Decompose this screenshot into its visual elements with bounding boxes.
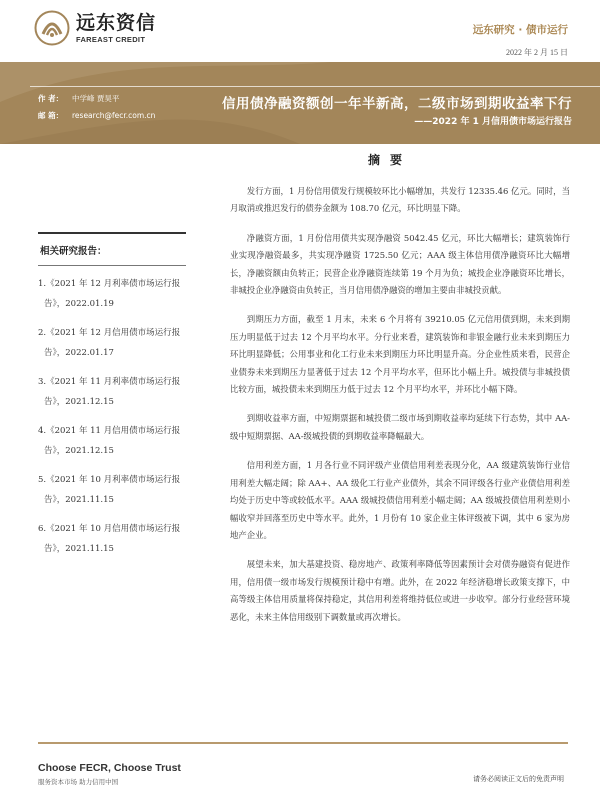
summary-paragraph-credit-spread: 信用利差方面，1 月各行业不同评级产业债信用利差表现分化，AA 级建筑装饰行业信用利差大幅走阔；除 AA+、AA 级化工行业产业债外，其余不同评级各行业产业债信用利差均处于历史中等或较低水平。AAA 级城投债信用利差小幅走阔；AA 级城投债信用利差则小幅收窄并回落至历史中等水平。此外，1 月份有 10 家企业主体评级被下调，其中 6 家为房地产企业。 — [230, 460, 570, 540]
section-tag: 远东研究 · 债市运行 — [472, 24, 568, 36]
related-report-item[interactable] — [38, 323, 186, 363]
logo-chinese-name: 远东资信 — [76, 11, 157, 34]
report-date-text: ，2022.01.17 — [56, 348, 114, 358]
company-logo — [34, 10, 156, 46]
summary-paragraph-outlook: 展望未来，加大基建投资、稳房地产、政策利率降低等因素预计会对债券融资有促进作用，信用债一级市场发行规模预计稳中有增。此外，在 2022 年经济稳增长政策支撑下，中高等级主体信用质量将保持稳定，其信用利差将维持低位或进一步收窄。部分行业经营环境恶化，未来主体信用级别下调数量或再次增长。 — [230, 559, 570, 622]
summary-body — [230, 183, 570, 638]
related-report-item[interactable] — [38, 470, 186, 510]
author-label: 作 者： — [38, 94, 64, 103]
related-report-item[interactable] — [38, 274, 186, 314]
email-row — [38, 110, 155, 121]
footer-rule — [38, 742, 568, 744]
report-title-text: 2.《2021 年 12 月信用债市场运行报告》 — [38, 328, 181, 358]
email-label: 邮 箱： — [38, 111, 64, 120]
sidebar-top-rule — [38, 232, 186, 234]
related-report-item[interactable] — [38, 421, 186, 461]
logo-english-name: FAREAST CREDIT — [76, 34, 146, 44]
page-footer — [0, 737, 600, 800]
sidebar-divider — [38, 265, 186, 266]
report-date-text: ，2021.11.15 — [56, 544, 114, 554]
report-title-text: 5.《2021 年 10 月利率债市场运行报告》 — [38, 475, 181, 505]
report-title: 信用债净融资额创一年半新高，二级市场到期收益率下行 — [222, 96, 572, 112]
summary-paragraph-maturity-pressure: 到期压力方面，截至 1 月末，未来 6 个月将有 39210.05 亿元信用债到期，未来到期压力明显低于过去 12 个月平均水平。分行业来看，建筑装饰和非银金融行业未来到期压力环比明显降低；公用事业和化工行业未来到期压力环比明显升高。分企业性质来看，民营企业债券未来到期压力显著低于过去 12 个月平均水平，但环比小幅上升。城投债与非城投债比较方面，城投债未来到期压力低于过去 12 个月平均水平，并环比小幅下降。 — [230, 314, 570, 395]
report-title-text: 1.《2021 年 12 月利率债市场运行报告》 — [38, 279, 181, 309]
page-header — [0, 0, 600, 62]
related-reports-title: 相关研究报告： — [40, 246, 107, 257]
related-report-item[interactable] — [38, 372, 186, 412]
fareast-logo-icon — [34, 10, 70, 46]
banner-divider — [30, 86, 600, 87]
report-date-text: ，2021.12.15 — [56, 397, 114, 407]
summary-paragraph-net-financing: 净融资方面，1 月份信用债共实现净融资 5042.45 亿元，环比大幅增长；建筑装饰行业实现净融资最多，共实现净融资 1725.50 亿元；AAA 级主体信用债净融资环比大幅增长，净融资额由负转正；民营企业净融资连续第 19 个月为负；城投企业净融资环比增长，非城投企业净融资由负转正，当月信用债净融资的增加主要由非城投贡献。 — [230, 232, 570, 296]
slogan-chinese: 服务资本市场 助力信用中国 — [38, 778, 119, 786]
report-date-text: ，2021.11.15 — [56, 495, 114, 505]
report-date-text: ，2022.01.19 — [56, 299, 114, 309]
report-title-text: 4.《2021 年 11 月信用债市场运行报告》 — [38, 426, 181, 456]
email-address[interactable]: research@fecr.com.cn — [72, 111, 156, 120]
related-reports-sidebar — [38, 232, 186, 568]
related-report-item[interactable] — [38, 519, 186, 559]
slogan-english: Choose FECR, Choose Trust — [38, 762, 181, 774]
author-row — [38, 93, 119, 104]
report-subtitle: ——2022 年 1 月信用债市场运行报告 — [414, 117, 572, 127]
summary-paragraph-issuance: 发行方面，1 月份信用债发行规模较环比小幅增加，共发行 12335.46 亿元。同时，当月取消或推迟发行的债券金额为 108.70 亿元，环比明显下降。 — [230, 186, 570, 214]
disclaimer-note: 请务必阅读正文后的免责声明 — [473, 775, 564, 783]
report-date: 2022 年 2 月 15 日 — [506, 48, 568, 57]
summary-paragraph-yield: 到期收益率方面，中短期票据和城投债二级市场到期收益率均延续下行态势，其中 AA-级中短期票据、AA-级城投债的到期收益率降幅最大。 — [230, 413, 570, 441]
summary-heading: 摘要 — [367, 153, 412, 167]
report-date-text: ，2021.12.15 — [56, 446, 114, 456]
author-names: 中学峰 贾昊平 — [72, 94, 120, 103]
report-title-text: 3.《2021 年 11 月利率债市场运行报告》 — [38, 377, 181, 407]
report-title-text: 6.《2021 年 10 月信用债市场运行报告》 — [38, 524, 181, 554]
title-banner — [0, 62, 600, 144]
